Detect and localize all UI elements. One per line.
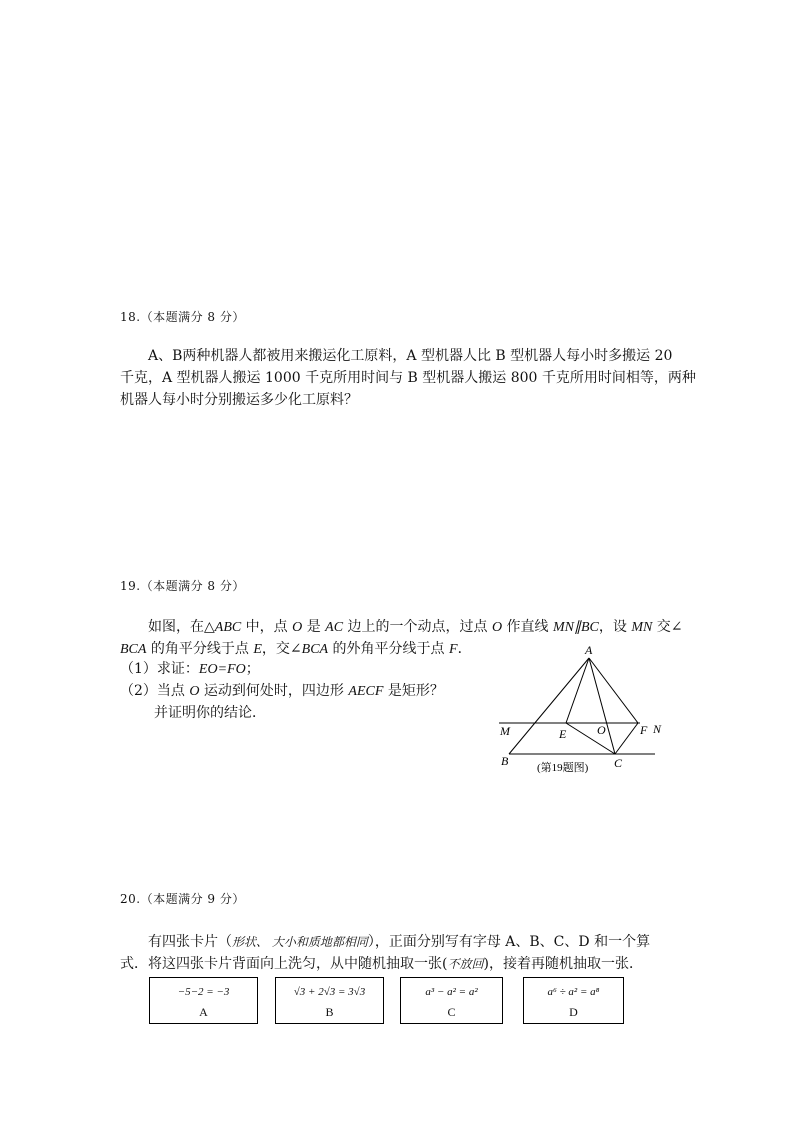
card-letter: C <box>447 1005 456 1019</box>
card-formula: −5−2 = −3 <box>177 986 230 998</box>
math: MN∥BC <box>553 620 599 635</box>
q18-line-2: 千克，A 型机器人搬运 1000 千克所用时间与 B 型机器人搬运 800 千克所用时间相等，两种 <box>120 370 696 386</box>
math: BCA <box>301 642 329 657</box>
card-letter: D <box>569 1005 578 1019</box>
text: （2）当点 <box>120 683 190 699</box>
text: ． <box>457 641 472 657</box>
q18-line-3: 机器人每小时分别搬运多少化工原料？ <box>120 392 358 408</box>
q20-line-1 <box>148 931 650 953</box>
text: ； <box>245 661 260 677</box>
card-b <box>275 977 384 1024</box>
text: 的角平分线于点 <box>146 641 254 657</box>
text: 交∠ <box>652 619 683 635</box>
math: O <box>491 620 503 635</box>
text: 是矩形？ <box>383 683 444 699</box>
label-n: N <box>653 722 662 736</box>
text: 作直线 <box>502 619 553 635</box>
math: ABC <box>214 620 242 635</box>
label-c: C <box>614 756 623 770</box>
card-a <box>149 977 258 1024</box>
q18-header: 18.（本题满分 8 分） <box>120 310 245 324</box>
q19-header: 19.（本题满分 8 分） <box>120 579 245 593</box>
text: 式．将这四张卡片背面向上洗匀，从中随机抽取一张( <box>120 956 448 972</box>
emphasis-text: 不放回 <box>447 957 484 971</box>
label-a: A <box>585 643 593 657</box>
text: ，设 <box>598 619 632 635</box>
text: )，接着再随机抽取一张． <box>483 956 643 972</box>
label-f: F <box>640 723 648 737</box>
text: ，交∠ <box>261 641 302 657</box>
text: 边上的一个动点，过点 <box>343 619 492 635</box>
text: 运动到何处时，四边形 <box>199 683 349 699</box>
q19-part-2-prove: 并证明你的结论． <box>154 705 266 721</box>
math: F <box>449 642 458 657</box>
card-formula: a⁶ ÷ a² = a⁸ <box>547 986 600 998</box>
q19-part-1 <box>120 658 260 681</box>
q19-part-2 <box>120 680 444 703</box>
text: 中，点 <box>241 619 293 635</box>
card-letter: B <box>325 1005 334 1019</box>
math: EO=FO <box>198 662 246 677</box>
math: O <box>189 684 200 699</box>
text: 是 <box>302 619 326 635</box>
q18-line-1: A、B两种机器人都被用来搬运化工原料，A 型机器人比 B 型机器人每小时多搬运 20 <box>148 348 673 364</box>
text: 如图，在△ <box>148 619 215 635</box>
math: BCA <box>120 642 147 657</box>
label-b: B <box>501 754 509 768</box>
card-c <box>400 977 503 1024</box>
segment-fc <box>615 723 638 754</box>
label-e: E <box>559 727 567 741</box>
math: E <box>253 642 262 657</box>
math: MN <box>631 620 653 635</box>
text: 有四张卡片（ <box>148 934 232 950</box>
segment-af <box>589 658 638 723</box>
text: （1）求证： <box>120 661 199 677</box>
q20-header: 20.（本题满分 9 分） <box>120 892 245 906</box>
figure-caption: (第19题图) <box>537 762 589 774</box>
card-formula: a³ − a² = a² <box>425 986 478 998</box>
text: ），正面分别写有字母 A、B、C、D 和一个算 <box>367 934 651 950</box>
math: O <box>292 620 303 635</box>
text: 的外角平分线于点 <box>328 641 450 657</box>
emphasis-text: 形状、 大小和质地都相同 <box>232 935 368 949</box>
label-m: M <box>500 724 510 738</box>
math: AECF <box>348 684 384 699</box>
segment-ab <box>509 658 589 754</box>
card-formula: √3 + 2√3 = 3√3 <box>293 986 366 998</box>
math: AC <box>325 620 344 635</box>
label-o: O <box>597 723 606 737</box>
card-d <box>523 977 624 1024</box>
q19-line-1 <box>148 616 683 639</box>
q19-figure <box>490 640 690 780</box>
card-letter: A <box>199 1005 208 1019</box>
segment-ae <box>566 658 589 723</box>
q20-line-2 <box>120 953 643 975</box>
